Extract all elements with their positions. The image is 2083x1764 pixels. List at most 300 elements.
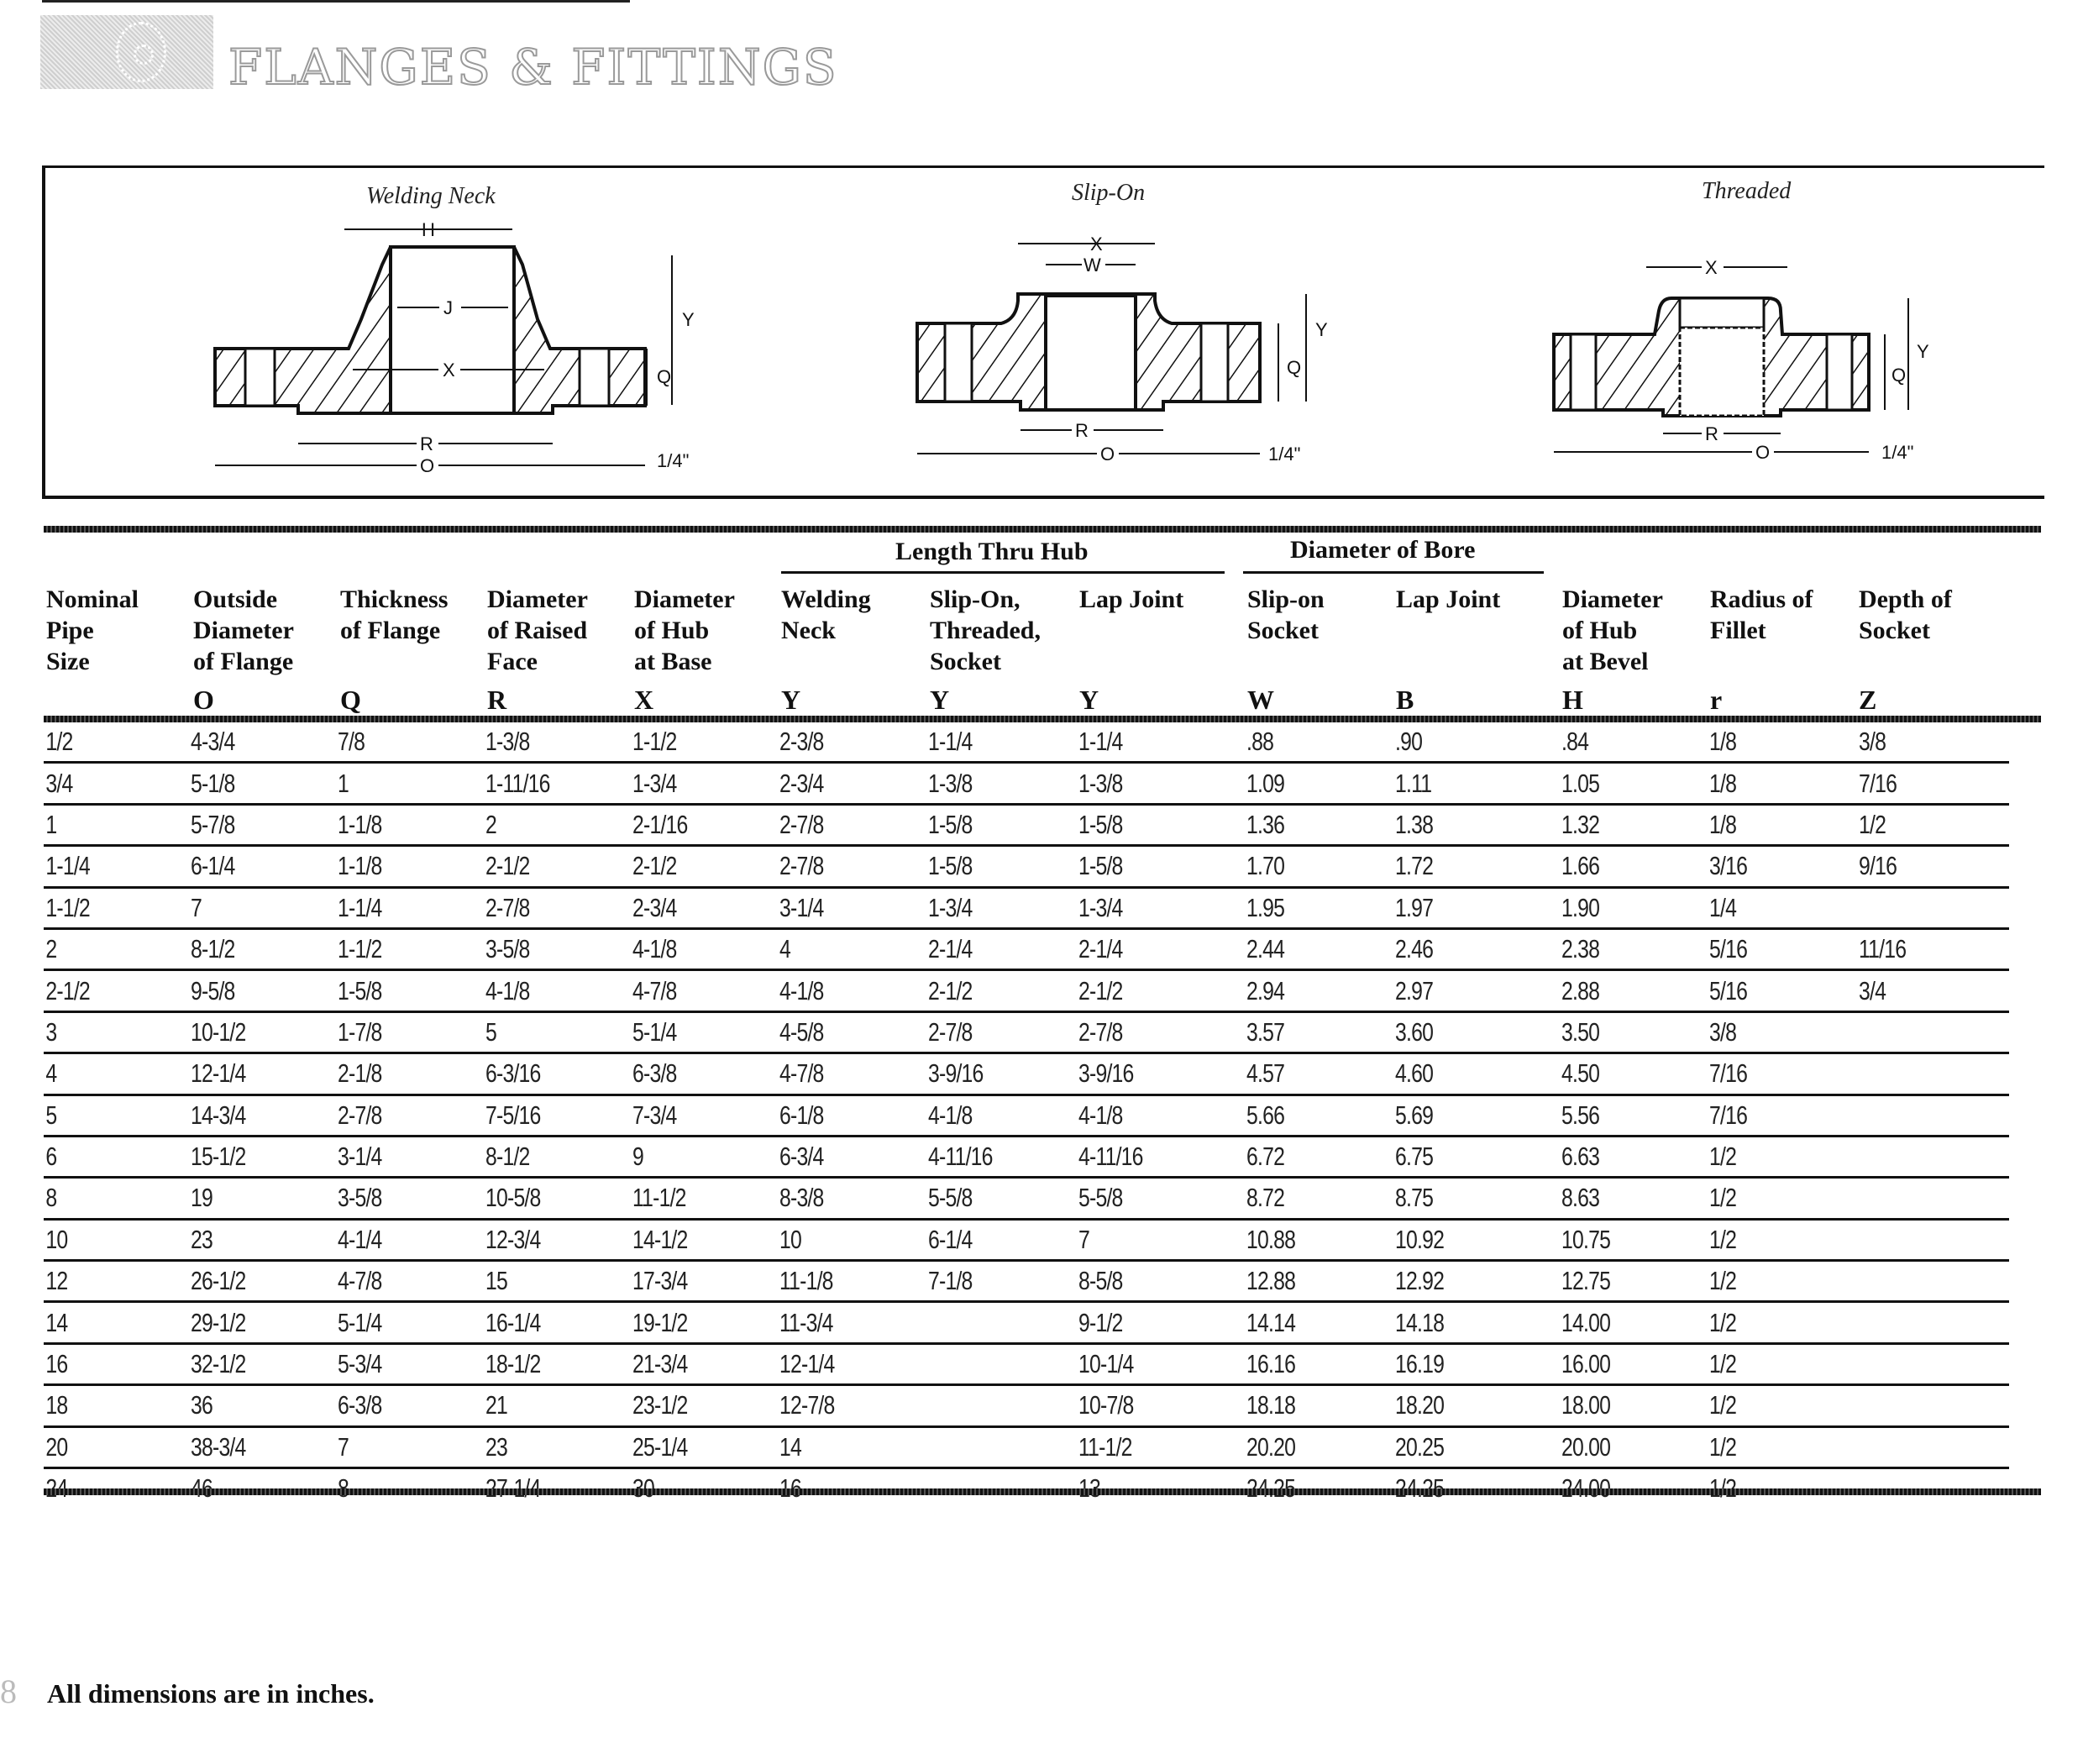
table-cell: 1/2	[1709, 1385, 1829, 1426]
table-cell: 7	[191, 887, 308, 928]
table-cell: 16.00	[1561, 1343, 1680, 1384]
diagram-caption-slip-on: Slip-On	[1072, 180, 1146, 206]
table-row	[44, 1219, 2009, 1260]
table-cell: 3-1/4	[779, 887, 899, 928]
table-cell: 2-1/8	[338, 1053, 455, 1095]
table-cell: 2	[44, 928, 161, 969]
table-cell: 1-5/8	[1078, 846, 1213, 887]
table-cell: 1.36	[1246, 804, 1366, 845]
table-cell: 2-1/16	[632, 804, 750, 845]
table-cell	[1859, 1178, 1979, 1219]
table-cell: 7/16	[1709, 1053, 1829, 1095]
diagram-caption-threaded: Threaded	[1702, 178, 1792, 204]
table-cell: 7-3/4	[632, 1095, 750, 1136]
welding-neck-diagram	[202, 218, 722, 479]
table-cell: 1/8	[1709, 763, 1829, 804]
table-cell: 10-5/8	[485, 1178, 603, 1219]
table-cell: 2.94	[1246, 970, 1366, 1011]
table-cell	[1859, 1219, 1979, 1260]
group-header-length-thru-hub: Length Thru Hub	[895, 538, 1089, 565]
table-cell	[1859, 1136, 1979, 1177]
table-cell: 26-1/2	[191, 1261, 308, 1302]
table-cell: 2-1/2	[928, 970, 1048, 1011]
table-row	[44, 1343, 2009, 1384]
table-cell: 1.11	[1395, 763, 1529, 804]
table-cell: 4.60	[1395, 1053, 1529, 1095]
column-header-line: Pipe	[46, 617, 94, 644]
table-cell: 1-1/2	[338, 928, 455, 969]
table-cell: 10-7/8	[1078, 1385, 1213, 1426]
table-cell: 4-7/8	[779, 1053, 899, 1095]
table-cell: 21	[485, 1385, 603, 1426]
column-header-line: Diameter	[1562, 585, 1663, 613]
table-cell: 5.66	[1246, 1095, 1366, 1136]
table-cell	[928, 1343, 1048, 1384]
table-cell: 1-5/8	[338, 970, 455, 1011]
table-cell: 12.75	[1561, 1261, 1680, 1302]
column-header	[1859, 584, 1952, 646]
column-header-line: Socket	[930, 648, 1001, 675]
table-cell: 3-9/16	[928, 1053, 1048, 1095]
table-cell: .84	[1561, 722, 1680, 763]
table-cell: 16.16	[1246, 1343, 1366, 1384]
dimension-label-y: Y	[1917, 341, 1929, 362]
dimension-label-q: Q	[1287, 357, 1302, 378]
table-cell: 1.90	[1561, 887, 1680, 928]
table-cell: 3/16	[1709, 846, 1829, 887]
table-cell: 3/4	[1859, 970, 1979, 1011]
column-letter: Q	[340, 685, 361, 715]
table-cell: 2-1/4	[1078, 928, 1213, 969]
slip-on-diagram	[907, 227, 1377, 479]
footnote: All dimensions are in inches.	[47, 1678, 375, 1709]
dimension-label-r: R	[1075, 420, 1089, 441]
table-cell: 5/16	[1709, 928, 1829, 969]
table-row	[44, 1426, 2009, 1467]
column-letter: O	[193, 685, 214, 715]
table-cell: 6.72	[1246, 1136, 1366, 1177]
table-row	[44, 1385, 2009, 1426]
table-cell: 3	[44, 1011, 161, 1053]
table-cell: 1-3/8	[485, 722, 603, 763]
column-header	[930, 584, 1041, 677]
table-row	[44, 887, 2009, 928]
table-cell: 1-11/16	[485, 763, 603, 804]
column-letter: Y	[930, 685, 950, 715]
table-cell: 2.46	[1395, 928, 1529, 969]
table-cell: 12-7/8	[779, 1385, 899, 1426]
table-cell: 4	[44, 1053, 161, 1095]
table-cell	[928, 1302, 1048, 1343]
table-cell: 1.66	[1561, 846, 1680, 887]
table-cell: 5-1/4	[632, 1011, 750, 1053]
table-cell: 1-1/2	[44, 887, 161, 928]
table-cell: 1-1/2	[632, 722, 750, 763]
dimension-label-o: O	[1100, 444, 1115, 465]
table-row	[44, 1302, 2009, 1343]
table-cell: 3-1/4	[338, 1136, 455, 1177]
table-cell: 3.50	[1561, 1011, 1680, 1053]
table-cell: 4-1/8	[779, 970, 899, 1011]
table-cell: 8-3/8	[779, 1178, 899, 1219]
column-letter: B	[1396, 685, 1414, 715]
column-header	[1710, 584, 1813, 646]
table-cell: 14	[779, 1426, 899, 1467]
table-cell: 5/16	[1709, 970, 1829, 1011]
table-cell: 3.57	[1246, 1011, 1366, 1053]
table-cell: 1.32	[1561, 804, 1680, 845]
table-cell: 18.18	[1246, 1385, 1366, 1426]
column-header-line: Thickness	[340, 585, 449, 613]
table-cell: 1/2	[1709, 1261, 1829, 1302]
table-cell: 16-1/4	[485, 1302, 603, 1343]
table-cell: 11-1/2	[632, 1178, 750, 1219]
table-cell: 3/4	[44, 763, 161, 804]
table-cell: 1-7/8	[338, 1011, 455, 1053]
table-cell: 5.69	[1395, 1095, 1529, 1136]
dimension-label-y: Y	[1315, 319, 1328, 340]
dimension-label-x: X	[1705, 257, 1718, 278]
table-cell: 1-1/8	[338, 804, 455, 845]
table-cell: 14	[44, 1302, 161, 1343]
column-header-line: Face	[487, 648, 538, 675]
flange-dimensions-table	[44, 722, 2009, 1508]
table-cell: 14-3/4	[191, 1095, 308, 1136]
column-header-line: Outside	[193, 585, 278, 613]
page-title: FLANGES & FITTINGS	[228, 39, 838, 96]
table-cell: 23	[485, 1426, 603, 1467]
column-header-line: Threaded,	[930, 617, 1041, 644]
table-cell: 4-3/4	[191, 722, 308, 763]
table-cell: 1/4	[1709, 887, 1829, 928]
table-row	[44, 970, 2009, 1011]
column-header-line: Diameter	[487, 585, 588, 613]
table-cell: 25-1/4	[632, 1426, 750, 1467]
table-cell	[1859, 1343, 1979, 1384]
table-cell: 5	[485, 1011, 603, 1053]
table-cell: 4	[779, 928, 899, 969]
table-cell: 4-1/4	[338, 1219, 455, 1260]
column-header-line: Depth of	[1859, 585, 1952, 613]
column-header-line: Lap Joint	[1079, 585, 1184, 613]
flange-icon	[116, 22, 166, 82]
table-cell: 1.09	[1246, 763, 1366, 804]
table-cell: 6.75	[1395, 1136, 1529, 1177]
dimension-label-r: R	[1705, 423, 1718, 444]
dimension-label-x: X	[443, 360, 455, 381]
table-cell: 14.18	[1395, 1302, 1529, 1343]
table-row	[44, 846, 2009, 887]
column-header-line: of Flange	[193, 648, 294, 675]
table-row	[44, 804, 2009, 845]
table-cell: 3-5/8	[485, 928, 603, 969]
table-cell: 1/2	[1709, 1178, 1829, 1219]
table-cell: 36	[191, 1385, 308, 1426]
table-cell: 18	[44, 1385, 161, 1426]
table-cell: 1	[338, 763, 455, 804]
table-cell: 7-1/8	[928, 1261, 1048, 1302]
threaded-diagram	[1537, 244, 2007, 479]
table-cell: 8.63	[1561, 1178, 1680, 1219]
table-cell: 1/2	[1709, 1219, 1829, 1260]
table-cell: 2-7/8	[779, 804, 899, 845]
column-letter: X	[634, 685, 654, 715]
table-cell: 8	[44, 1178, 161, 1219]
table-cell: 7/8	[338, 722, 455, 763]
table-cell: 2-3/4	[632, 887, 750, 928]
column-header	[487, 584, 588, 677]
column-letter: r	[1710, 685, 1723, 715]
dimension-label-quarter-inch: 1/4"	[657, 450, 690, 471]
column-header	[340, 584, 448, 646]
table-row	[44, 1261, 2009, 1302]
table-cell: 1.38	[1395, 804, 1529, 845]
table-cell: 2-7/8	[928, 1011, 1048, 1053]
column-header-line: Socket	[1247, 617, 1319, 644]
table-cell: 2.44	[1246, 928, 1366, 969]
table-cell: 4-7/8	[632, 970, 750, 1011]
column-header-line: of Hub	[1562, 617, 1638, 644]
table-cell: 1/2	[1709, 1136, 1829, 1177]
table-cell: 12-1/4	[191, 1053, 308, 1095]
header-banner	[40, 15, 213, 89]
table-cell: 2-7/8	[779, 846, 899, 887]
table-cell: 4-11/16	[928, 1136, 1048, 1177]
table-cell: 18-1/2	[485, 1343, 603, 1384]
table-cell: 12	[44, 1261, 161, 1302]
table-cell: 2-3/4	[779, 763, 899, 804]
table-cell: 9	[632, 1136, 750, 1177]
table-cell: 10	[779, 1219, 899, 1260]
table-cell	[1859, 1302, 1979, 1343]
table-cell: 3/8	[1709, 1011, 1829, 1053]
column-header-line: Lap Joint	[1396, 585, 1501, 613]
dimension-label-x: X	[1090, 234, 1103, 255]
table-cell: 14.14	[1246, 1302, 1366, 1343]
table-cell: 2-1/4	[928, 928, 1048, 969]
column-header-line: Diameter	[193, 617, 294, 644]
table-cell: 1-1/4	[928, 722, 1048, 763]
table-cell: 5-5/8	[1078, 1178, 1213, 1219]
column-letter: H	[1562, 685, 1583, 715]
table-cell: 10	[44, 1219, 161, 1260]
table-cell: 7/16	[1709, 1095, 1829, 1136]
table-cell: 12-3/4	[485, 1219, 603, 1260]
table-cell: 6-3/16	[485, 1053, 603, 1095]
table-cell: 2-1/2	[44, 970, 161, 1011]
table-cell: 38-3/4	[191, 1426, 308, 1467]
table-cell: 1-1/4	[338, 887, 455, 928]
table-cell: 11-1/8	[779, 1261, 899, 1302]
table-cell: 1-3/8	[928, 763, 1048, 804]
table-cell: 5	[44, 1095, 161, 1136]
column-header-line: Diameter	[634, 585, 735, 613]
dimension-label-q: Q	[1891, 365, 1907, 386]
table-cell: 20	[44, 1426, 161, 1467]
dimension-label-o: O	[420, 455, 435, 476]
table-cell: 9/16	[1859, 846, 1979, 887]
table-row	[44, 1011, 2009, 1053]
column-header	[193, 584, 294, 677]
table-row	[44, 1095, 2009, 1136]
table-cell: 15-1/2	[191, 1136, 308, 1177]
table-cell: 7/16	[1859, 763, 1979, 804]
column-header-line: of Flange	[340, 617, 441, 644]
table-cell: 1/2	[1709, 1302, 1829, 1343]
group-header-diameter-of-bore: Diameter of Bore	[1290, 536, 1476, 564]
table-cell: 16.19	[1395, 1343, 1529, 1384]
table-cell: 10.92	[1395, 1219, 1529, 1260]
table-cell: 8.75	[1395, 1178, 1529, 1219]
column-header-line: Slip-on	[1247, 585, 1325, 613]
table-cell	[1859, 887, 1979, 928]
table-cell: .88	[1246, 722, 1366, 763]
table-cell: 1/8	[1709, 804, 1829, 845]
table-cell: 10-1/2	[191, 1011, 308, 1053]
table-cell: 1.72	[1395, 846, 1529, 887]
column-header	[781, 584, 871, 646]
table-cell: 1.97	[1395, 887, 1529, 928]
table-cell: 6-1/8	[779, 1095, 899, 1136]
table-cell: 1.05	[1561, 763, 1680, 804]
table-cell: 11/16	[1859, 928, 1979, 969]
table-cell: 1-3/4	[1078, 887, 1213, 928]
page-number: 8	[0, 1672, 17, 1710]
table-cell: 6-1/4	[191, 846, 308, 887]
table-cell: 1-1/4	[1078, 722, 1213, 763]
column-letter: R	[487, 685, 507, 715]
table-cell: 1	[44, 804, 161, 845]
column-header-line: Slip-On,	[930, 585, 1021, 613]
table-cell: 12.88	[1246, 1261, 1366, 1302]
table-cell: 11-1/2	[1078, 1426, 1213, 1467]
dimension-label-q: Q	[657, 366, 672, 387]
table-cell: 4-5/8	[779, 1011, 899, 1053]
table-cell: 8-5/8	[1078, 1261, 1213, 1302]
table-cell: 2-3/8	[779, 722, 899, 763]
table-cell	[928, 1426, 1048, 1467]
table-cell: 19-1/2	[632, 1302, 750, 1343]
table-cell: 32-1/2	[191, 1343, 308, 1384]
table-row	[44, 928, 2009, 969]
table-cell: 6.63	[1561, 1136, 1680, 1177]
table-cell: 2-7/8	[1078, 1011, 1213, 1053]
table-cell: 10.75	[1561, 1219, 1680, 1260]
column-header-line: Neck	[781, 617, 836, 644]
table-row	[44, 722, 2009, 763]
column-header-line: of Hub	[634, 617, 710, 644]
table-row	[44, 1178, 2009, 1219]
table-cell: 4.50	[1561, 1053, 1680, 1095]
table-cell: 2.88	[1561, 970, 1680, 1011]
table-cell: 2-1/2	[632, 846, 750, 887]
column-header-line: Socket	[1859, 617, 1930, 644]
table-cell	[928, 1385, 1048, 1426]
table-cell: 18.00	[1561, 1385, 1680, 1426]
column-header	[1562, 584, 1663, 677]
dimension-label-o: O	[1755, 442, 1771, 463]
table-cell: 7	[1078, 1219, 1213, 1260]
table-cell	[1859, 1095, 1979, 1136]
table-cell: 4.57	[1246, 1053, 1366, 1095]
table-cell: .90	[1395, 722, 1529, 763]
table-cell	[1859, 1011, 1979, 1053]
table-cell: 20.25	[1395, 1426, 1529, 1467]
table-cell: 2.97	[1395, 970, 1529, 1011]
dimension-label-j: J	[443, 297, 453, 318]
table-cell: 16	[44, 1343, 161, 1384]
column-header-line: of Raised	[487, 617, 588, 644]
column-header-line: Size	[46, 648, 90, 675]
column-header	[46, 584, 139, 677]
table-cell: 5-1/8	[191, 763, 308, 804]
table-top-rule	[44, 526, 2041, 533]
column-letter: Z	[1859, 685, 1877, 715]
table-cell: 3-5/8	[338, 1178, 455, 1219]
table-bottom-rule	[44, 1488, 2041, 1495]
table-cell: 20.20	[1246, 1426, 1366, 1467]
column-header-line: Welding	[781, 585, 871, 613]
table-cell: 12-1/4	[779, 1343, 899, 1384]
table-cell: 2-7/8	[338, 1095, 455, 1136]
table-cell: 4-7/8	[338, 1261, 455, 1302]
table-cell: 1/2	[1709, 1343, 1829, 1384]
table-cell: 1-3/4	[928, 887, 1048, 928]
table-cell: 4-11/16	[1078, 1136, 1213, 1177]
table-cell: 14-1/2	[632, 1219, 750, 1260]
table-cell: 1-1/4	[44, 846, 161, 887]
table-cell: 23-1/2	[632, 1385, 750, 1426]
table-cell: 1.95	[1246, 887, 1366, 928]
table-cell: 1/2	[1859, 804, 1979, 845]
table-cell: 1-3/4	[632, 763, 750, 804]
table-cell: 9-5/8	[191, 970, 308, 1011]
table-row	[44, 763, 2009, 804]
table-cell: 8-1/2	[485, 1136, 603, 1177]
column-letter: Y	[1079, 685, 1099, 715]
table-cell: 8-1/2	[191, 928, 308, 969]
table-cell: 1-3/8	[1078, 763, 1213, 804]
table-cell	[1859, 1385, 1979, 1426]
table-cell: 6-3/8	[338, 1385, 455, 1426]
table-cell: 12.92	[1395, 1261, 1529, 1302]
table-cell: 20.00	[1561, 1426, 1680, 1467]
table-cell: 11-3/4	[779, 1302, 899, 1343]
column-header-line: at Bevel	[1562, 648, 1649, 675]
table-cell: 6-1/4	[928, 1219, 1048, 1260]
table-cell: 3/8	[1859, 722, 1979, 763]
table-cell: 6-3/8	[632, 1053, 750, 1095]
table-cell: 15	[485, 1261, 603, 1302]
dimension-label-quarter-inch: 1/4"	[1881, 442, 1914, 463]
table-cell: 10-1/4	[1078, 1343, 1213, 1384]
table-cell: 5-7/8	[191, 804, 308, 845]
column-letter: Y	[781, 685, 801, 715]
dimension-label-quarter-inch: 1/4"	[1268, 444, 1301, 465]
table-cell: 2-7/8	[485, 887, 603, 928]
table-cell: 14.00	[1561, 1302, 1680, 1343]
column-letter: W	[1247, 685, 1274, 715]
table-cell: 2-1/2	[1078, 970, 1213, 1011]
column-header	[1247, 584, 1325, 646]
table-cell: 1/8	[1709, 722, 1829, 763]
table-cell: 2.38	[1561, 928, 1680, 969]
table-cell: 5.56	[1561, 1095, 1680, 1136]
table-cell	[1859, 1261, 1979, 1302]
table-row	[44, 1053, 2009, 1095]
column-header-line: at Base	[634, 648, 712, 675]
table-cell: 21-3/4	[632, 1343, 750, 1384]
